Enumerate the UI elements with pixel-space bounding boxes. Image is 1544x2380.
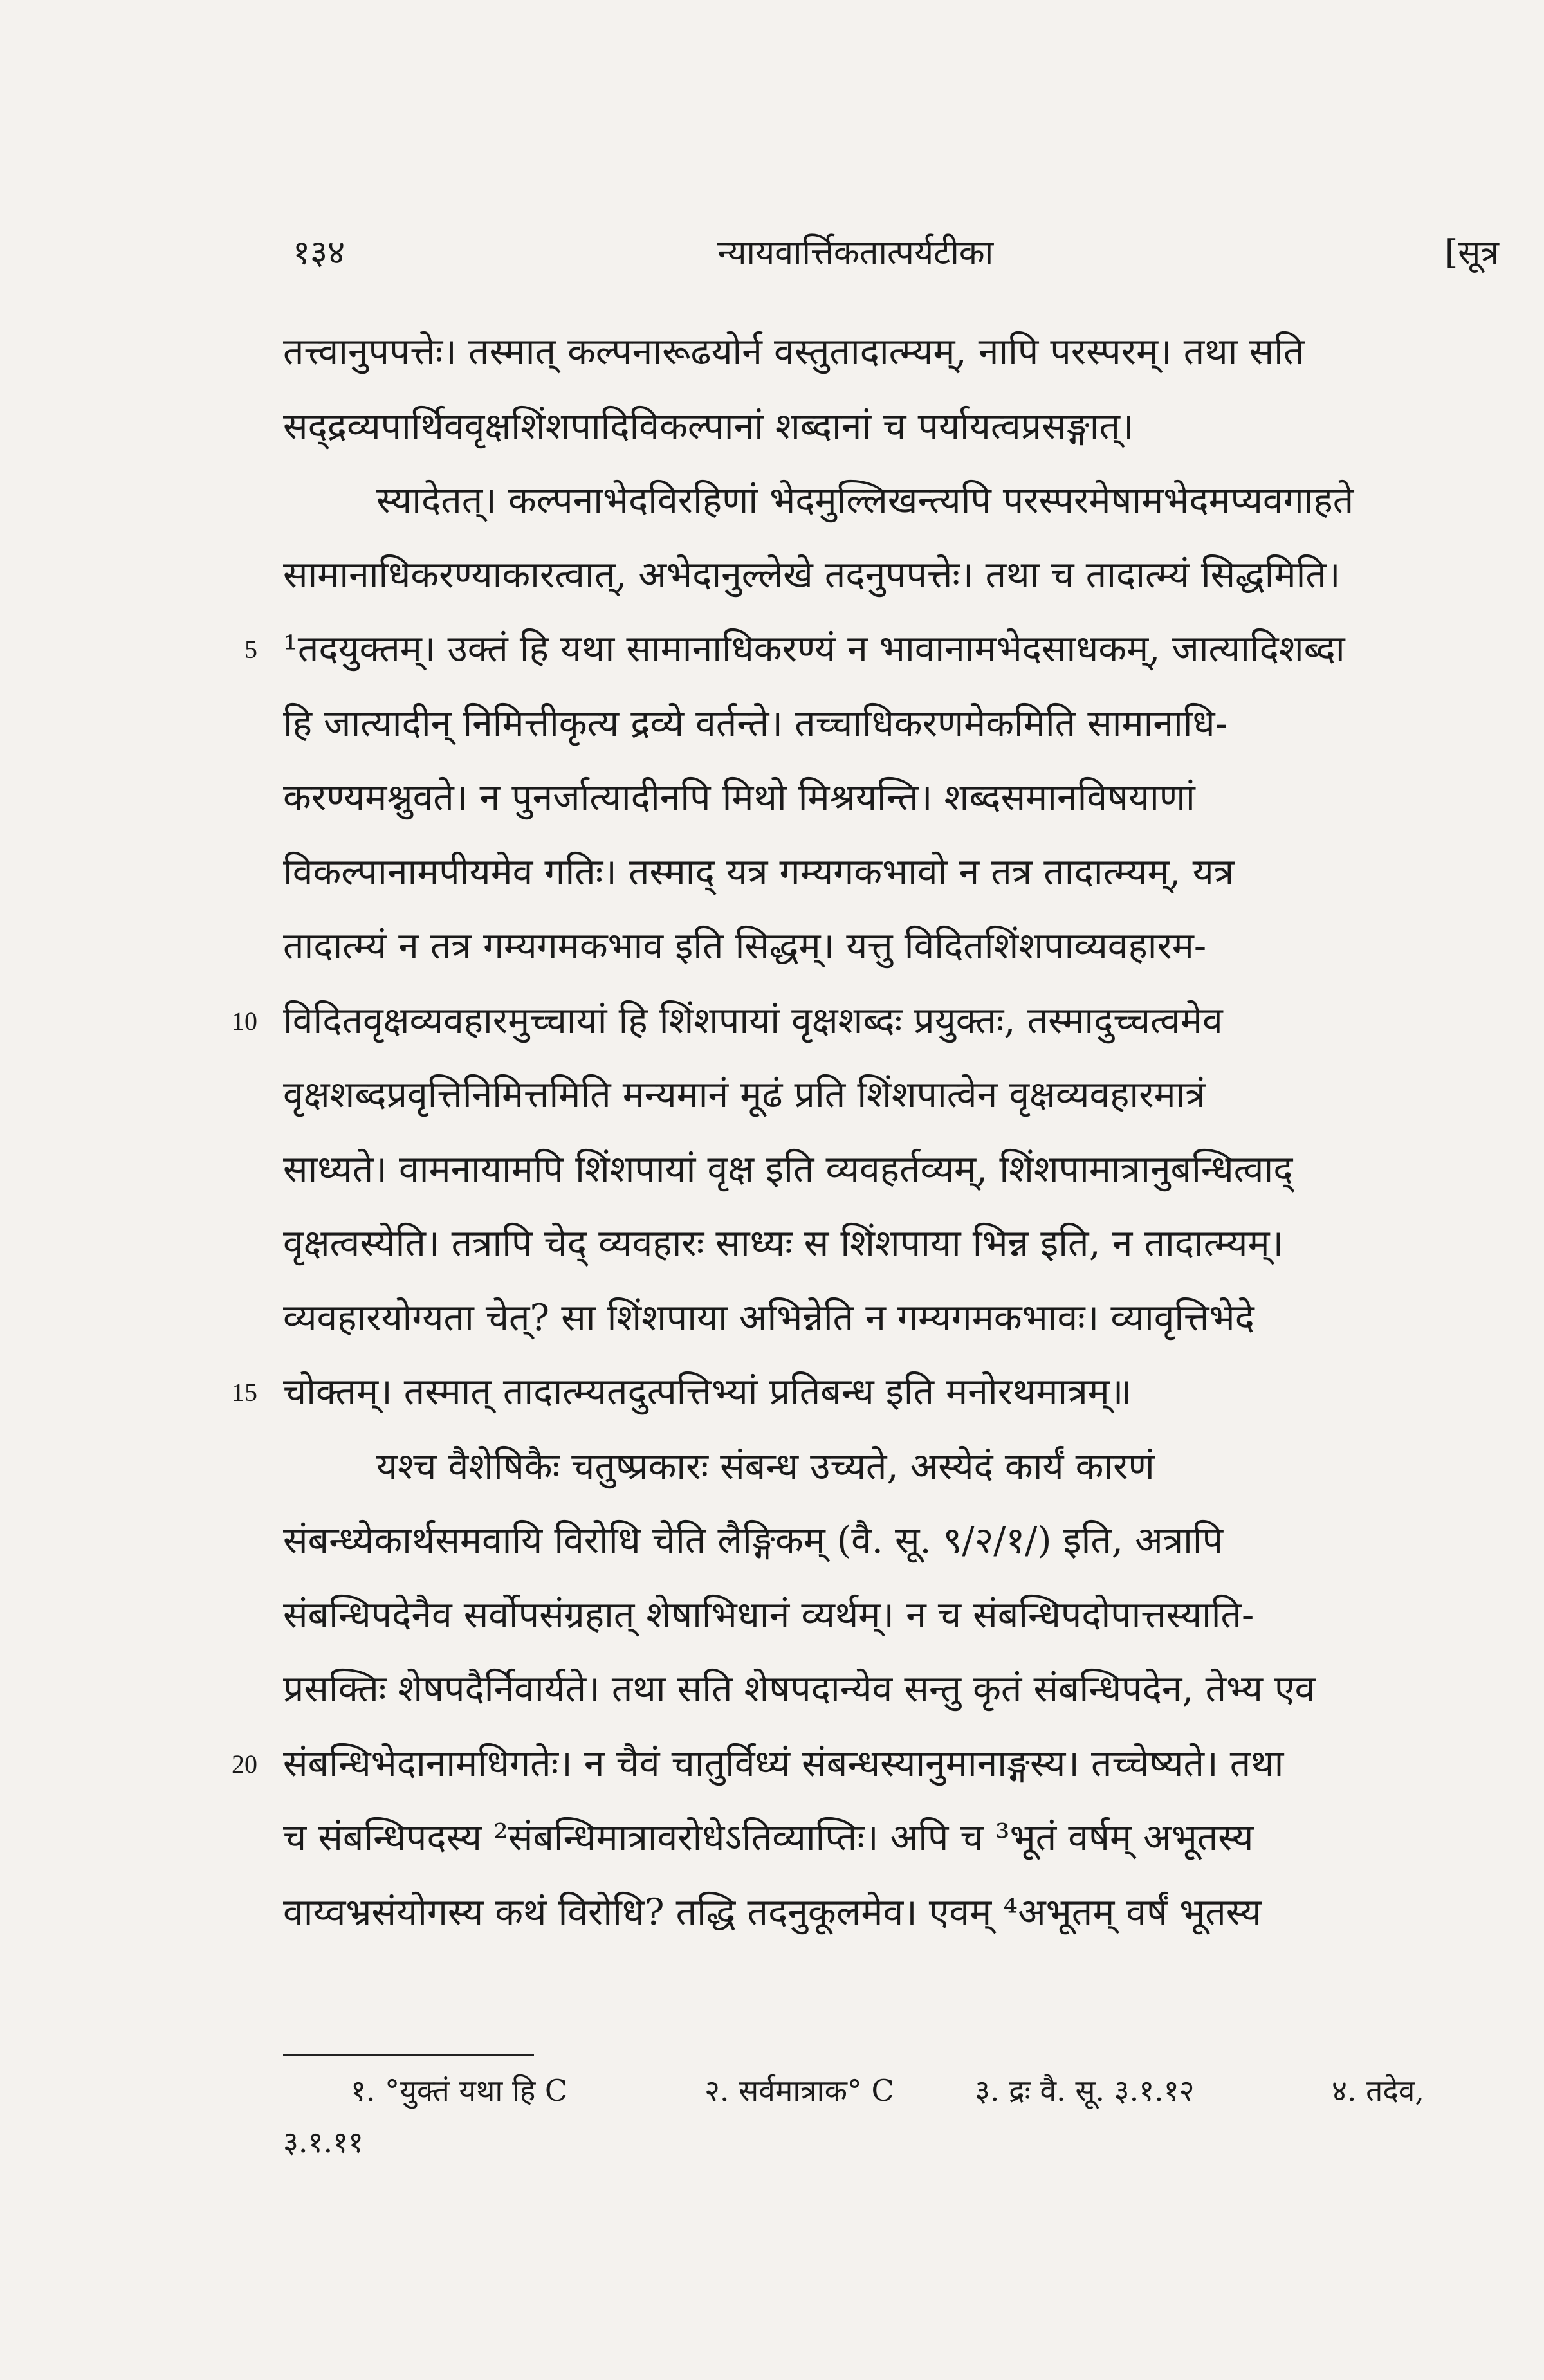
text-line [283, 1430, 1486, 1505]
footnote-rule [283, 2054, 534, 2056]
text-line [283, 464, 1486, 538]
footnote-4: ४. तदेव, [1332, 2073, 1425, 2108]
line-text: प्रसक्तिः शेषपदैर्निवार्यते। तथा सति शेषपदान्येव सन्तु कृतं संबन्धिपदेन, तेभ्य एव [283, 1668, 1316, 1710]
text-line [232, 1727, 1486, 1802]
text-line [283, 1207, 1486, 1281]
section-marker: [सूत्र [1444, 233, 1499, 272]
line-text: च संबन्धिपदस्य ²संबन्धिमात्रावरोधेऽतिव्याप्तिः। अपि च ³भूतं वर्षम् अभूतस्य [283, 1817, 1254, 1859]
footnote-2: २. सर्वमात्राक° C [704, 2073, 894, 2108]
text-line [283, 1652, 1486, 1727]
text-line [283, 910, 1486, 984]
line-text: वाय्वभ्रसंयोगस्य कथं विरोधि? तद्धि तदनुकूलमेव। एवम् ⁴अभूतम् वर्षं भूतस्य [283, 1890, 1262, 1934]
line-text: ¹तदयुक्तम्। उक्तं हि यथा सामानाधिकरण्यं न भावानामभेदसाधकम्, जात्यादिशब्दा [283, 628, 1345, 670]
text-line [244, 612, 1486, 687]
text-line [283, 538, 1486, 613]
line-number: 15 [232, 1378, 257, 1407]
running-title: न्यायवार्त्तिकतात्पर्यटीका [717, 233, 994, 272]
line-number: 20 [232, 1749, 257, 1779]
text-line [283, 1281, 1486, 1356]
line-text: संबन्धिभेदानामधिगतेः। न चैवं चातुर्विध्यं संबन्धस्यानुमानाङ्गस्य। तच्चेष्यते। तथा [283, 1742, 1284, 1785]
text-line [283, 1579, 1486, 1653]
line-text: विकल्पानामपीयमेव गतिः। तस्माद् यत्र गम्यगकभावो न तत्र तादात्म्यम्, यत्र [283, 850, 1235, 893]
text-line [232, 984, 1486, 1059]
line-text: हि जात्यादीन् निमित्तीकृत्य द्रव्ये वर्तन्ते। तच्चाधिकरणमेकमिति सामानाधि- [283, 702, 1227, 745]
line-number: 10 [232, 1006, 257, 1036]
page-number: १३४ [293, 233, 345, 272]
line-number: 5 [244, 635, 257, 664]
text-line [283, 315, 1486, 390]
text-line [283, 1133, 1486, 1207]
line-text: वृक्षशब्दप्रवृत्तिनिमित्तमिति मन्यमानं मूढं प्रति शिंशपात्वेन वृक्षव्यवहारमात्रं [283, 1074, 1206, 1116]
line-text: यश्च वैशेषिकैः चतुष्प्रकारः संबन्ध उच्यते, अस्येदं कार्यं कारणं [376, 1445, 1155, 1488]
footnotes [283, 2065, 1493, 2168]
footnote-3: ३. द्रः वै. सू. ३.१.१२ [975, 2073, 1195, 2108]
line-text: वृक्षत्वस्येति। तत्रापि चेद् व्यवहारः साध्यः स शिंशपाया भिन्न इति, न तादात्म्यम्। [283, 1222, 1284, 1265]
line-text: संबन्ध्येकार्थसमवायि विरोधि चेति लैङ्गिकम् (वै. सू. ९/२/१/) इति, अत्रापि [283, 1519, 1224, 1562]
running-header [293, 228, 1499, 286]
line-text: विदितवृक्षव्यवहारमुच्चायां हि शिंशपायां वृक्षशब्दः प्रयुक्तः, तस्मादुच्चत्वमेव [283, 999, 1223, 1042]
line-text: तादात्म्यं न तत्र गम्यगमकभाव इति सिद्धम्। यत्तु विदितशिंशपाव्यवहारम- [283, 925, 1207, 967]
text-line [283, 836, 1486, 910]
line-text: सामानाधिकरण्याकारत्वात्, अभेदानुल्लेखे तदनुपपत्तेः। तथा च तादात्म्यं सिद्धमिति। [283, 553, 1341, 596]
text-line [283, 390, 1486, 464]
text-line [283, 1504, 1486, 1579]
text-line [283, 687, 1486, 762]
line-text: तत्त्वानुपपत्तेः। तस्मात् कल्पनारूढयोर्न वस्तुतादात्म्यम्, नापि परस्परम्। तथा सति [283, 331, 1305, 373]
line-text: व्यवहारयोग्यता चेत्? सा शिंशपाया अभिन्नेति न गम्यगमकभावः। व्यावृत्तिभेदे [283, 1296, 1254, 1339]
text-line [283, 1876, 1486, 1950]
text-line [283, 761, 1486, 836]
line-text: चोक्तम्। तस्मात् तादात्म्यतदुत्पत्तिभ्यां प्रतिबन्ध इति मनोरथमात्रम्॥ [283, 1371, 1132, 1413]
text-line [232, 1355, 1486, 1430]
text-line [283, 1058, 1486, 1133]
line-text: संबन्धिपदेनैव सर्वोपसंग्रहात् शेषाभिधानं व्यर्थम्। न च संबन्धिपदोपात्तस्याति- [283, 1593, 1254, 1636]
line-text: करण्यमश्नुवते। न पुनर्जात्यादीनपि मिथो मिश्रयन्ति। शब्दसमानविषयाणां [283, 776, 1195, 819]
footnote-1: १. °युक्तं यथा हि C [351, 2073, 568, 2108]
main-text [232, 315, 1486, 1950]
footnote-4-continued: ३.१.११ [283, 2125, 363, 2159]
line-text: सद्द्रव्यपार्थिववृक्षशिंशपादिविकल्पानां शब्दानां च पर्यायत्वप्रसङ्गात्। [283, 405, 1134, 448]
line-text: साध्यते। वामनायामपि शिंशपायां वृक्ष इति व्यवहर्तव्यम्, शिंशपामात्रानुबन्धित्वाद् [283, 1148, 1293, 1191]
line-text: स्यादेतत्। कल्पनाभेदविरहिणां भेदमुल्लिखन्त्यपि परस्परमेषामभेदमप्यवगाहते [376, 479, 1354, 522]
text-line [283, 1801, 1486, 1876]
